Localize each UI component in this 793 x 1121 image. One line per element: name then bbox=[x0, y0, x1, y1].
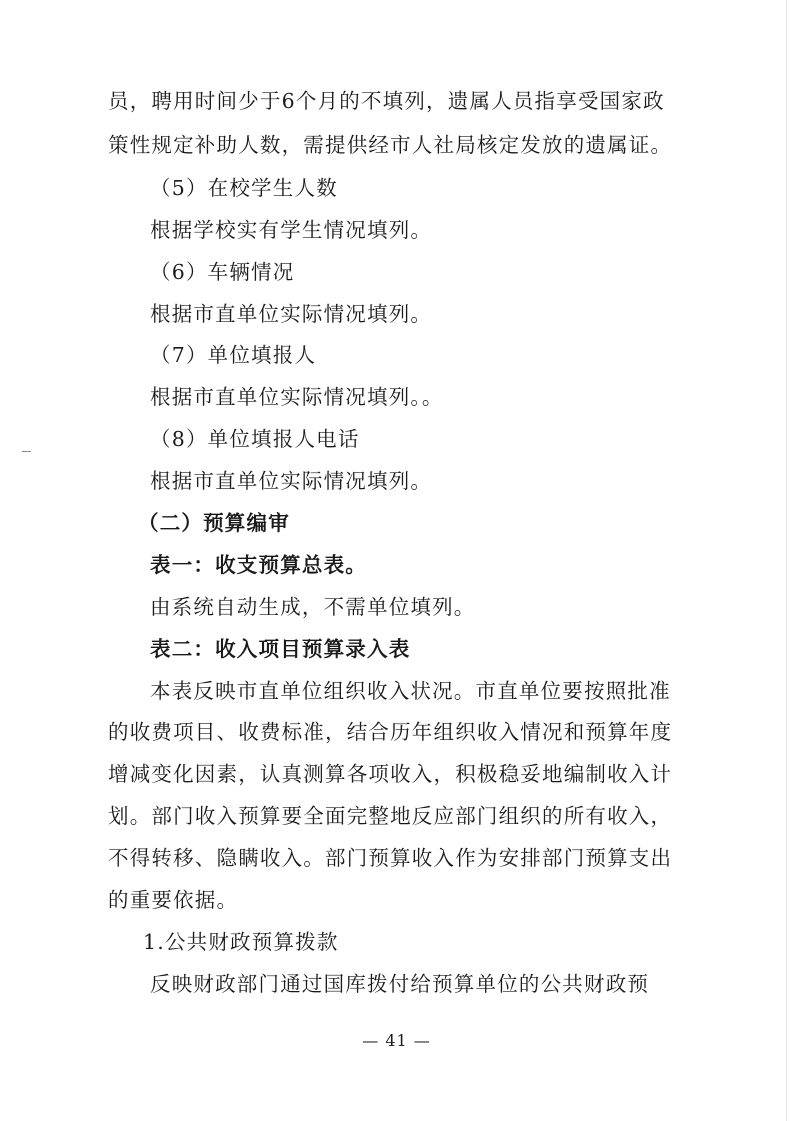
text-line: 不得转移、隐瞒收入。部门预算收入作为安排部门预算支出 bbox=[108, 846, 673, 870]
subheading-reporter-phone: （8）单位填报人电话 bbox=[150, 427, 360, 451]
text-line: 根据市直单位实际情况填列。 bbox=[150, 469, 433, 493]
text-line: 本表反映市直单位组织收入状况。市直单位要按照批准 bbox=[150, 679, 671, 703]
text-line: 增减变化因素，认真测算各项收入，积极稳妥地编制收入计 bbox=[108, 762, 673, 786]
page-number: — 41 — bbox=[362, 1031, 431, 1050]
subheading-vehicles: （6）车辆情况 bbox=[150, 260, 295, 284]
subheading-public-finance-allocation: 1.公共财政预算拨款 bbox=[143, 930, 339, 954]
text-line: 根据市直单位实际情况填列。 bbox=[150, 302, 433, 326]
text-line: 反映财政部门通过国库拨付给预算单位的公共财政预 bbox=[150, 972, 650, 996]
table-one-heading: 表一：收支预算总表。 bbox=[150, 553, 367, 577]
text-line: 的收费项目、收费标准，结合历年组织收入情况和预算年度 bbox=[108, 720, 673, 744]
text-line: 员，聘用时间少于6个月的不填列，遗属人员指享受国家政 bbox=[108, 89, 665, 113]
text-line: 策性规定补助人数，需提供经市人社局核定发放的遗属证。 bbox=[108, 133, 673, 157]
text-line: 根据市直单位实际情况填列。。 bbox=[150, 385, 444, 409]
subheading-in-school-students: （5）在校学生人数 bbox=[150, 176, 338, 200]
table-two-heading: 表二：收入项目预算录入表 bbox=[150, 637, 411, 661]
section-heading-budget-review: （二）预算编审 bbox=[138, 511, 290, 535]
text-line: 根据学校实有学生情况填列。 bbox=[150, 218, 433, 242]
scan-edge bbox=[786, 0, 787, 1121]
margin-mark bbox=[22, 451, 31, 452]
text-line: 由系统自动生成，不需单位填列。 bbox=[150, 595, 476, 619]
subheading-reporter: （7）单位填报人 bbox=[150, 343, 317, 367]
text-line: 的重要依据。 bbox=[108, 888, 239, 912]
text-line: 划。部门收入预算要全面完整地反应部门组织的所有收入， bbox=[108, 804, 673, 828]
